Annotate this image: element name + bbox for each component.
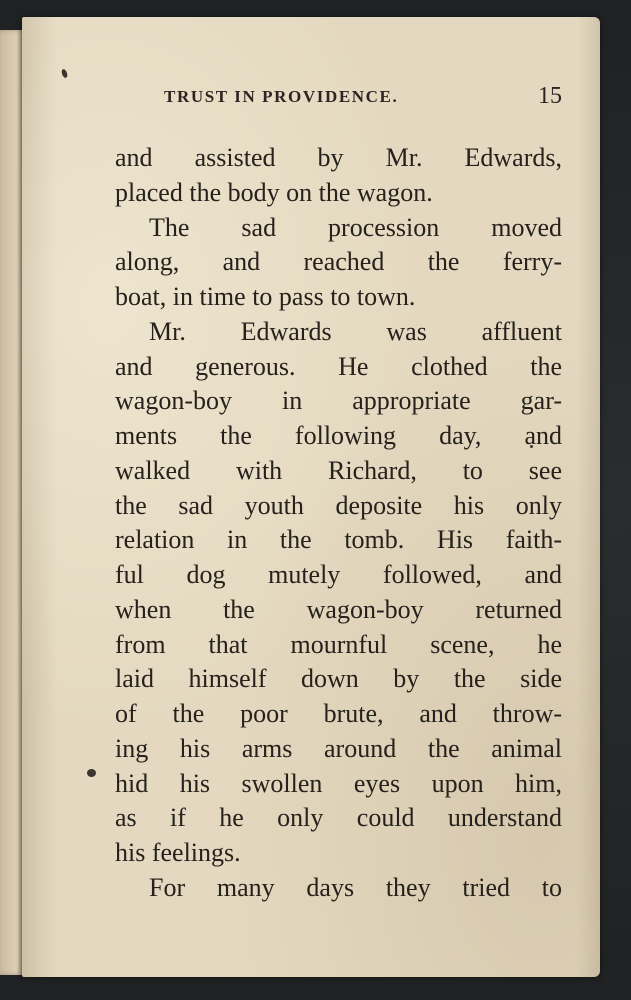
text-line: ing his arms around the animal (115, 733, 562, 763)
ink-speck (61, 68, 69, 78)
text-line: wagon-boy in appropriate gar- (115, 386, 562, 416)
text-line: the sad youth deposite his only (115, 490, 562, 520)
text-line: For many days they tried to (149, 872, 562, 902)
text-line: and generous. He clothed the (115, 351, 562, 381)
facing-page-edge (0, 30, 24, 975)
book-page (22, 17, 600, 977)
text-line: his feelings. (115, 838, 241, 867)
text-line: The sad procession moved (149, 212, 562, 242)
text-line: as if he only could understand (115, 803, 562, 833)
ink-speck (87, 769, 96, 777)
text-line: Mr. Edwards was affluent (149, 316, 562, 346)
running-title: TRUST IN PROVIDENCE. (164, 87, 399, 106)
text-line: ments the following day, and (115, 421, 562, 450)
text-line: laid himself down by the side (115, 664, 562, 694)
text-line: and assisted by Mr. Edwards, (115, 143, 562, 172)
text-line: relation in the tomb. His faith- (115, 525, 562, 555)
text-line: placed the body on the wagon. (115, 177, 433, 207)
text-line: walked with Richard, to see (115, 455, 562, 485)
text-line: when the wagon-boy returned (115, 594, 562, 624)
text-line: boat, in time to pass to town. (115, 282, 416, 311)
text-line: along, and reached the ferry- (115, 247, 562, 277)
text-line: of the poor brute, and throw- (115, 699, 562, 728)
page-header (164, 83, 562, 113)
text-line: from that mournful scene, he (115, 629, 562, 659)
body-text (115, 141, 562, 906)
text-line: ful dog mutely followed, and (115, 560, 562, 589)
page-number: 15 (538, 83, 562, 109)
text-line: hid his swollen eyes upon him, (115, 768, 562, 798)
